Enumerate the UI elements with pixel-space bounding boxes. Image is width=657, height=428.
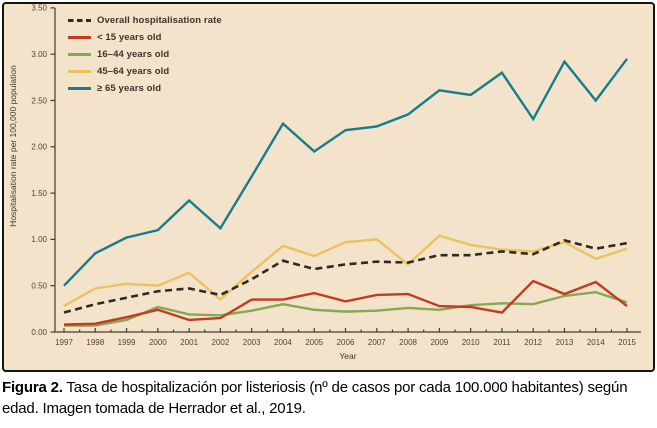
series-line-3 bbox=[64, 236, 627, 306]
legend-item-65-plus bbox=[68, 80, 222, 97]
legend-swatch-dashed-line bbox=[68, 19, 91, 22]
x-tick-label: 2011 bbox=[493, 338, 511, 347]
series-line-2 bbox=[64, 292, 627, 325]
legend-label: 16–44 years old bbox=[97, 49, 170, 60]
x-tick-label: 2002 bbox=[211, 338, 230, 347]
x-tick-label: 2012 bbox=[524, 338, 543, 347]
x-tick-label: 2008 bbox=[399, 338, 417, 347]
legend-label: 45–64 years old bbox=[97, 66, 170, 77]
legend-swatch-green-line bbox=[68, 53, 91, 56]
chart-panel bbox=[2, 2, 655, 372]
x-tick-label: 2014 bbox=[586, 338, 605, 347]
y-tick-label: 1.50 bbox=[31, 188, 47, 198]
legend-item-overall bbox=[68, 12, 222, 29]
x-tick-label: 2001 bbox=[180, 338, 199, 347]
x-tick-label: 2015 bbox=[618, 338, 636, 347]
figure-caption bbox=[0, 377, 657, 419]
legend-item-under-15 bbox=[68, 29, 222, 46]
y-tick-label: 1.00 bbox=[31, 235, 47, 245]
x-tick-label: 2000 bbox=[148, 338, 167, 347]
x-axis-title: Year bbox=[339, 351, 357, 361]
x-tick-label: 2007 bbox=[367, 338, 386, 347]
x-tick-label: 2003 bbox=[242, 338, 261, 347]
y-axis-title: Hospitalisation rate per 100,000 population bbox=[8, 65, 18, 227]
legend-item-16-44 bbox=[68, 46, 222, 63]
x-tick-label: 2006 bbox=[336, 338, 355, 347]
y-tick-label: 3.00 bbox=[31, 50, 47, 59]
y-tick-label: 2.00 bbox=[31, 142, 47, 152]
x-tick-label: 2010 bbox=[461, 338, 480, 347]
x-tick-label: 1999 bbox=[117, 338, 136, 347]
legend-item-45-64 bbox=[68, 63, 222, 80]
legend-label: ≥ 65 years old bbox=[97, 83, 162, 94]
legend-swatch-yellow-line bbox=[68, 70, 91, 73]
y-tick-label: 0.00 bbox=[31, 327, 47, 337]
x-tick-label: 2009 bbox=[430, 338, 449, 347]
x-tick-label: 2005 bbox=[305, 338, 324, 347]
chart-legend bbox=[68, 12, 222, 97]
x-tick-label: 2013 bbox=[555, 338, 574, 347]
legend-label: Overall hospitalisation rate bbox=[97, 15, 222, 26]
caption-text: Tasa de hospitalización por listeriosis (nº de casos por cada 100.000 habitantes) según edad. Imagen tomada de Herrador et al., 2019. bbox=[2, 379, 628, 417]
y-tick-label: 3.50 bbox=[31, 4, 47, 13]
legend-swatch-red-line bbox=[68, 36, 91, 39]
x-tick-label: 2004 bbox=[274, 338, 292, 347]
caption-label: Figura 2. bbox=[2, 379, 63, 396]
x-tick-label: 1997 bbox=[55, 338, 73, 347]
legend-swatch-teal-line bbox=[68, 87, 91, 90]
legend-label: < 15 years old bbox=[97, 32, 162, 43]
y-tick-label: 2.50 bbox=[31, 96, 47, 106]
x-tick-label: 1998 bbox=[86, 338, 105, 347]
y-tick-label: 0.50 bbox=[31, 281, 47, 291]
